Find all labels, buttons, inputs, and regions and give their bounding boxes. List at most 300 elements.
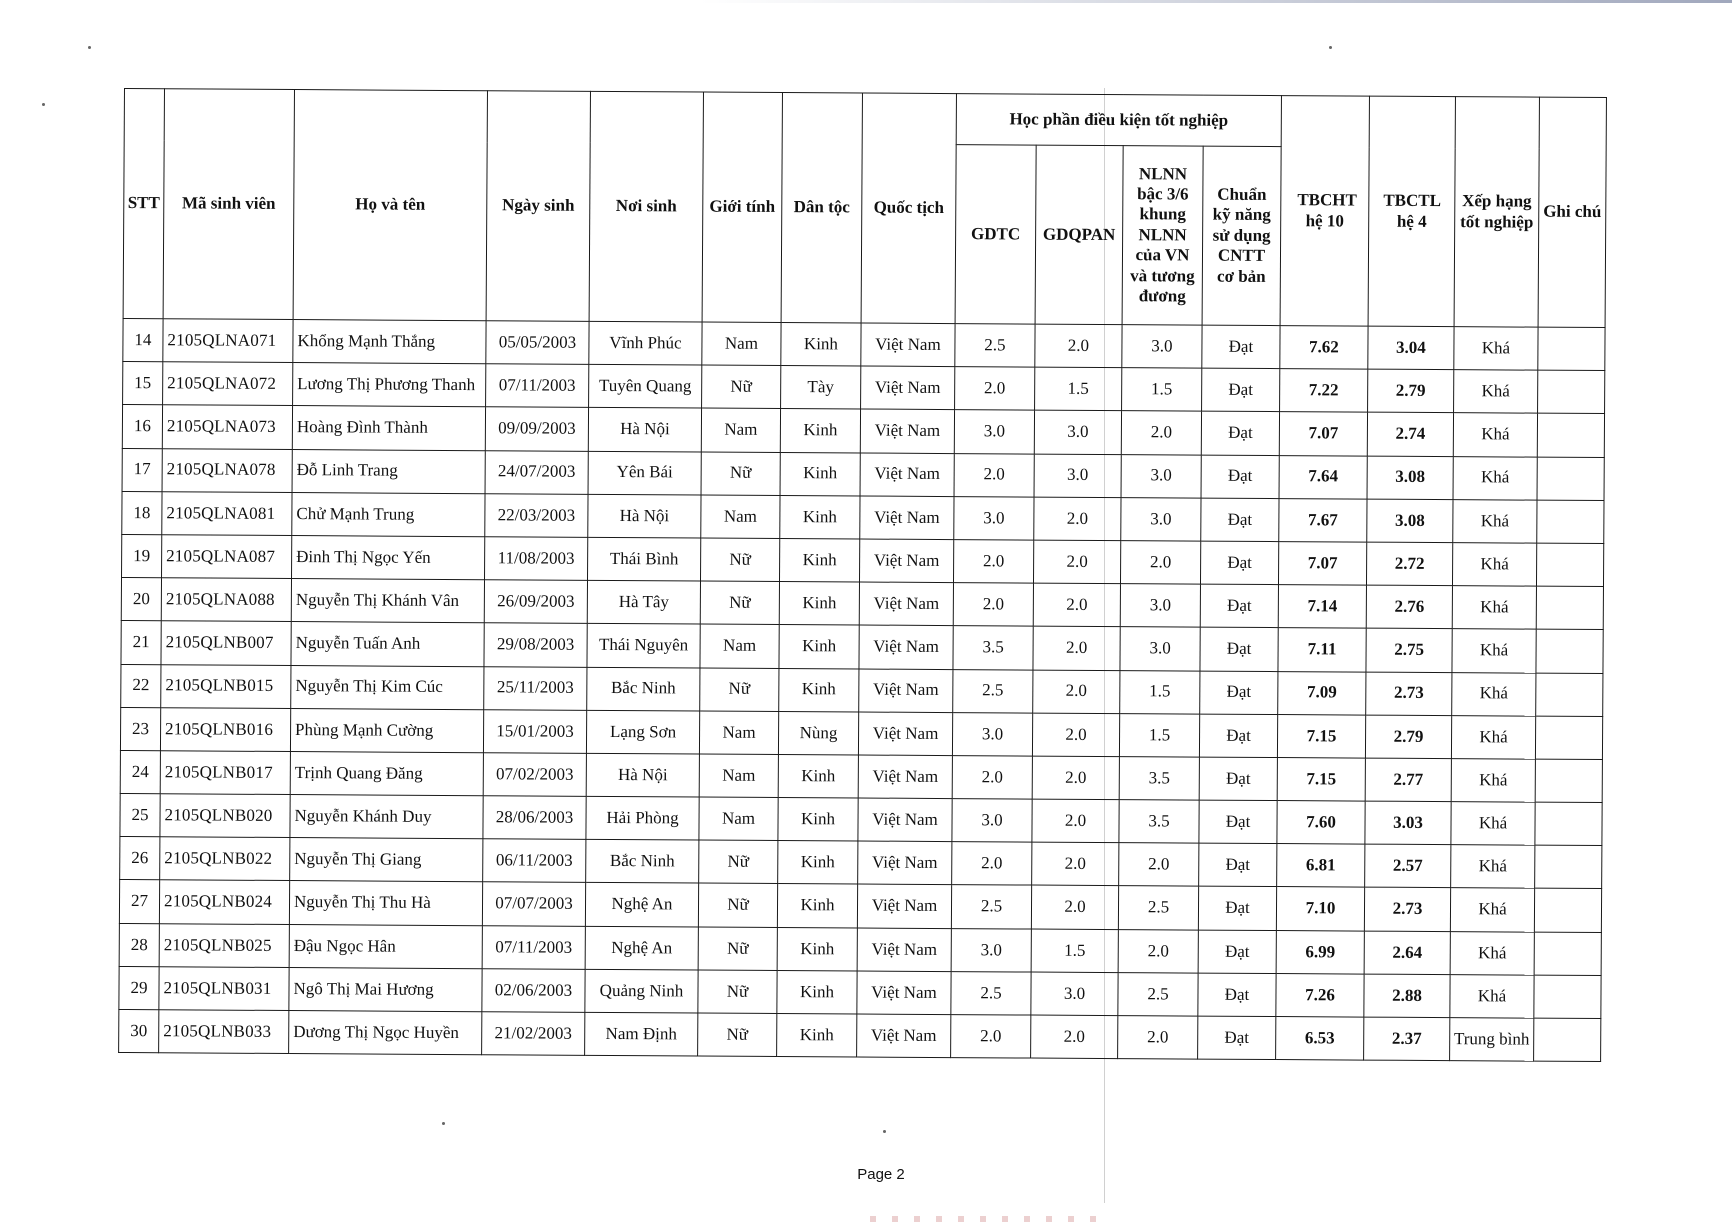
cell-full-name: Nguyễn Thị Thu Hà: [289, 881, 482, 925]
cell-note: [1538, 327, 1605, 371]
page-number: Page 2: [857, 1166, 905, 1183]
cell-ethnicity: Kinh: [779, 625, 859, 669]
cell-nlnn: 1.5: [1122, 368, 1202, 412]
cell-full-name: Nguyễn Thị Kim Cúc: [291, 665, 484, 709]
cell-full-name: Nguyễn Thị Giang: [290, 838, 483, 882]
cell-gpa10: 7.26: [1276, 973, 1364, 1017]
cell-birth-place: Quảng Ninh: [585, 969, 698, 1013]
cell-gpa10: 7.07: [1279, 542, 1367, 586]
cell-it-skill: Đạt: [1201, 498, 1279, 542]
cell-student-id: 2105QLNA071: [163, 319, 293, 363]
cell-full-name: Đậu Ngọc Hân: [289, 924, 482, 968]
table-row: [119, 1009, 1601, 1061]
cell-ethnicity: Kinh: [778, 798, 858, 842]
cell-full-name: Dương Thị Ngọc Huyền: [289, 1011, 482, 1055]
cell-stt: 22: [121, 664, 161, 707]
cell-nlnn: 3.5: [1119, 756, 1199, 800]
cell-gdtc: 2.0: [955, 367, 1035, 411]
cell-stt: 23: [120, 707, 160, 750]
cell-gpa4: 3.03: [1365, 801, 1451, 845]
cell-it-skill: Đạt: [1199, 800, 1277, 844]
cell-nlnn: 2.0: [1120, 541, 1200, 585]
cell-student-id: 2105QLNA088: [161, 578, 291, 622]
cell-birth-date: 24/07/2003: [485, 450, 588, 494]
cell-student-id: 2105QLNB024: [159, 880, 289, 924]
cell-gdqpan: 3.0: [1034, 454, 1121, 498]
cell-nationality: Việt Nam: [858, 712, 952, 756]
scan-speck: [88, 46, 91, 49]
cell-stt: 29: [119, 966, 159, 1009]
cell-ethnicity: Kinh: [780, 409, 860, 453]
cell-gpa4: 2.57: [1365, 844, 1451, 888]
cell-note: [1537, 457, 1604, 501]
cell-gdtc: 2.0: [951, 1015, 1031, 1059]
cell-rank: Khá: [1452, 672, 1536, 716]
cell-ethnicity: Tày: [781, 366, 861, 410]
cell-gpa10: 7.10: [1276, 887, 1364, 931]
cell-birth-date: 15/01/2003: [483, 709, 586, 753]
header-birth-place: Nơi sinh: [589, 91, 703, 322]
cell-gpa4: 2.88: [1364, 974, 1450, 1018]
cell-nlnn: 2.0: [1118, 1016, 1198, 1060]
header-full-name: Họ và tên: [293, 90, 487, 321]
cell-full-name: Nguyễn Thị Khánh Vân: [291, 579, 484, 623]
cell-student-id: 2105QLNB025: [159, 923, 289, 967]
cell-stt: 19: [122, 534, 162, 577]
cell-birth-place: Hà Nội: [588, 494, 701, 538]
cell-student-id: 2105QLNA081: [162, 491, 292, 535]
header-gdtc: GDTC: [955, 145, 1036, 324]
cell-student-id: 2105QLNB007: [161, 621, 291, 665]
cell-gpa4: 2.64: [1364, 931, 1450, 975]
cell-ethnicity: Kinh: [779, 668, 859, 712]
cell-note: [1534, 889, 1601, 933]
cell-full-name: Lương Thị Phương Thanh: [293, 363, 486, 407]
cell-gdtc: 2.0: [952, 842, 1032, 886]
cell-gdtc: 3.0: [954, 496, 1034, 540]
cell-rank: Khá: [1452, 629, 1536, 673]
document-sheet: [118, 88, 1606, 1062]
cell-gpa4: 2.79: [1368, 369, 1454, 413]
cell-gpa4: 2.72: [1367, 542, 1453, 586]
cell-gpa10: 7.14: [1278, 585, 1366, 629]
cell-gdtc: 3.0: [952, 712, 1032, 756]
cell-gdqpan: 2.0: [1032, 713, 1119, 757]
cell-it-skill: Đạt: [1198, 973, 1276, 1017]
cell-gdqpan: 2.0: [1033, 540, 1120, 584]
cell-gdqpan: 3.0: [1031, 972, 1118, 1016]
cell-student-id: 2105QLNB033: [159, 1010, 289, 1054]
cell-rank: Khá: [1451, 715, 1535, 759]
cell-gender: Nữ: [698, 927, 777, 971]
cell-gender: Nam: [702, 322, 781, 366]
cell-birth-date: 26/09/2003: [484, 580, 587, 624]
cell-nationality: Việt Nam: [857, 928, 951, 972]
cell-gpa10: 7.64: [1279, 455, 1367, 499]
cell-ethnicity: Kinh: [777, 884, 857, 928]
cell-it-skill: Đạt: [1199, 757, 1277, 801]
cell-student-id: 2105QLNB017: [160, 751, 290, 795]
cell-birth-place: Hải Phòng: [586, 796, 699, 840]
cell-gdtc: 2.0: [953, 583, 1033, 627]
cell-birth-place: Yên Bái: [588, 451, 701, 495]
cell-it-skill: Đạt: [1202, 325, 1280, 369]
cell-ethnicity: Kinh: [778, 841, 858, 885]
cell-gpa10: 7.15: [1277, 714, 1365, 758]
cell-rank: Khá: [1454, 370, 1538, 414]
cell-student-id: 2105QLNB015: [161, 664, 291, 708]
cell-full-name: Ngô Thị Mai Hương: [289, 967, 482, 1011]
cell-gender: Nam: [701, 408, 780, 452]
scan-speck: [883, 1130, 886, 1133]
cell-note: [1537, 414, 1604, 458]
cell-nationality: Việt Nam: [860, 453, 954, 497]
cell-it-skill: Đạt: [1201, 455, 1279, 499]
header-ethnicity: Dân tộc: [781, 93, 862, 323]
cell-rank: Khá: [1450, 931, 1534, 975]
cell-gpa10: 6.99: [1276, 930, 1364, 974]
cell-stt: 26: [120, 837, 160, 880]
cell-gender: Nữ: [700, 668, 779, 712]
cell-stt: 25: [120, 794, 160, 837]
cell-birth-place: Nghệ An: [585, 926, 698, 970]
cell-note: [1534, 975, 1601, 1019]
cell-note: [1535, 845, 1602, 889]
cell-gender: Nữ: [699, 840, 778, 884]
cell-gender: Nữ: [698, 970, 777, 1014]
cell-gdtc: 2.0: [953, 540, 1033, 584]
cell-birth-place: Nam Định: [585, 1012, 698, 1056]
cell-note: [1536, 543, 1603, 587]
cell-rank: Khá: [1451, 802, 1535, 846]
cell-gpa4: 2.76: [1366, 585, 1452, 629]
cell-gdqpan: 2.0: [1032, 842, 1119, 886]
cell-gdqpan: 2.0: [1031, 885, 1118, 929]
cell-rank: Khá: [1452, 586, 1536, 630]
cell-gdqpan: 1.5: [1035, 367, 1122, 411]
cell-rank: Khá: [1454, 327, 1538, 371]
cell-nationality: Việt Nam: [859, 625, 953, 669]
cell-full-name: Nguyễn Khánh Duy: [290, 795, 483, 839]
cell-note: [1534, 932, 1601, 976]
cell-nationality: Việt Nam: [857, 1014, 951, 1058]
cell-gpa4: 2.75: [1366, 628, 1452, 672]
cell-student-id: 2105QLNB020: [160, 794, 290, 838]
cell-stt: 15: [123, 362, 163, 405]
scan-speck: [42, 103, 45, 106]
cell-gdqpan: 3.0: [1034, 410, 1121, 454]
cell-birth-date: 29/08/2003: [484, 623, 587, 667]
cell-gpa4: 3.08: [1367, 499, 1453, 543]
cell-gpa4: 2.73: [1364, 888, 1450, 932]
cell-nlnn: 3.0: [1120, 584, 1200, 628]
cell-gdqpan: 2.0: [1032, 756, 1119, 800]
header-stt: STT: [123, 89, 164, 319]
cell-birth-date: 09/09/2003: [485, 407, 588, 451]
cell-birth-place: Tuyên Quang: [589, 365, 702, 409]
cell-gpa10: 7.62: [1280, 326, 1368, 370]
cell-gdqpan: 2.0: [1034, 497, 1121, 541]
cell-nlnn: 3.0: [1122, 325, 1202, 369]
cell-nlnn: 3.0: [1121, 497, 1201, 541]
cell-gpa10: 7.60: [1277, 801, 1365, 845]
cell-birth-date: 07/07/2003: [482, 882, 585, 926]
cell-gdqpan: 2.0: [1035, 324, 1122, 368]
cell-student-id: 2105QLNA072: [163, 362, 293, 406]
cell-gender: Nam: [700, 624, 779, 668]
cell-ethnicity: Kinh: [781, 323, 861, 367]
cell-gdtc: 3.0: [954, 410, 1034, 454]
cell-stt: 30: [119, 1009, 159, 1052]
cell-birth-place: Thái Bình: [588, 537, 701, 581]
cell-rank: Khá: [1453, 413, 1537, 457]
cell-nlnn: 2.5: [1118, 972, 1198, 1016]
cell-stt: 27: [119, 880, 159, 923]
cell-student-id: 2105QLNA078: [162, 448, 292, 492]
cell-gdtc: 2.5: [953, 669, 1033, 713]
header-note: Ghi chú: [1538, 97, 1606, 327]
cell-nationality: Việt Nam: [859, 582, 953, 626]
cell-stt: 21: [121, 621, 161, 664]
cell-birth-date: 05/05/2003: [486, 321, 589, 365]
cell-gpa10: 7.11: [1278, 628, 1366, 672]
cell-nationality: Việt Nam: [859, 669, 953, 713]
cell-note: [1535, 716, 1602, 760]
cell-it-skill: Đạt: [1202, 368, 1280, 412]
cell-gpa10: 6.81: [1277, 844, 1365, 888]
cell-birth-place: Thái Nguyên: [587, 624, 700, 668]
cell-gpa10: 6.53: [1276, 1017, 1364, 1061]
cell-nationality: Việt Nam: [859, 539, 953, 583]
cell-ethnicity: Kinh: [777, 1014, 857, 1058]
cell-gpa4: 3.08: [1367, 456, 1453, 500]
cell-gdtc: 2.0: [954, 453, 1034, 497]
cell-it-skill: Đạt: [1198, 1016, 1276, 1060]
cell-note: [1535, 802, 1602, 846]
cell-ethnicity: Nùng: [778, 711, 858, 755]
cell-stt: 20: [121, 578, 161, 621]
header-student-id: Mã sinh viên: [163, 89, 294, 320]
cell-nationality: Việt Nam: [860, 496, 954, 540]
cell-it-skill: Đạt: [1200, 541, 1278, 585]
cell-gdqpan: 1.5: [1031, 929, 1118, 973]
cell-full-name: Đinh Thị Ngọc Yến: [292, 535, 485, 579]
cell-note: [1536, 673, 1603, 717]
cell-nationality: Việt Nam: [857, 971, 951, 1015]
cell-nationality: Việt Nam: [858, 755, 952, 799]
cell-gdqpan: 2.0: [1031, 1015, 1118, 1059]
cell-note: [1537, 500, 1604, 544]
cell-gpa10: 7.22: [1280, 369, 1368, 413]
cell-birth-date: 07/11/2003: [482, 925, 585, 969]
cell-nlnn: 3.5: [1119, 800, 1199, 844]
cell-it-skill: Đạt: [1200, 584, 1278, 628]
cell-gdqpan: 2.0: [1033, 670, 1120, 714]
cell-gpa10: 7.67: [1279, 498, 1367, 542]
cell-gender: Nữ: [700, 581, 779, 625]
cell-birth-place: Hà Nội: [588, 408, 701, 452]
cell-stt: 18: [122, 491, 162, 534]
cell-birth-place: Lạng Sơn: [586, 710, 699, 754]
cell-gdtc: 3.0: [952, 799, 1032, 843]
cell-nlnn: 2.0: [1121, 411, 1201, 455]
cell-ethnicity: Kinh: [780, 452, 860, 496]
cell-birth-date: 02/06/2003: [482, 969, 585, 1013]
cell-birth-date: 07/02/2003: [483, 753, 586, 797]
cell-gdqpan: 2.0: [1033, 626, 1120, 670]
cell-gender: Nữ: [701, 452, 780, 496]
cell-gender: Nam: [699, 754, 778, 798]
cell-stt: 28: [119, 923, 159, 966]
cell-birth-date: 07/11/2003: [486, 364, 589, 408]
cell-gpa4: 2.73: [1366, 672, 1452, 716]
header-nlnn: NLNN bậc 3/6 khung NLNN của VN và tương đương: [1122, 146, 1203, 325]
header-gender: Giới tính: [702, 92, 782, 322]
cell-stt: 14: [123, 318, 163, 361]
cell-full-name: Trịnh Quang Đăng: [290, 751, 483, 795]
cell-rank: Khá: [1453, 456, 1537, 500]
scan-speck: [1329, 46, 1332, 49]
cell-gender: Nữ: [702, 365, 781, 409]
cell-nationality: Việt Nam: [858, 841, 952, 885]
cell-gpa4: 2.79: [1365, 715, 1451, 759]
cell-gender: Nam: [699, 711, 778, 755]
cell-birth-date: 06/11/2003: [483, 839, 586, 883]
cell-nationality: Việt Nam: [857, 884, 951, 928]
cell-gdtc: 3.0: [951, 928, 1031, 972]
cell-rank: Khá: [1451, 758, 1535, 802]
cell-gender: Nữ: [698, 883, 777, 927]
cell-nlnn: 2.0: [1119, 843, 1199, 887]
header-it-skill: Chuẩn kỹ năng sử dụng CNTT cơ bản: [1202, 146, 1281, 325]
cell-gpa10: 7.07: [1279, 412, 1367, 456]
cell-rank: Trung bình: [1450, 1018, 1534, 1062]
cell-gdtc: 2.0: [952, 755, 1032, 799]
cell-ethnicity: Kinh: [779, 538, 859, 582]
cell-gpa4: 2.37: [1364, 1017, 1450, 1061]
header-gdqpan: GDQPAN: [1035, 145, 1123, 325]
cell-gpa10: 7.09: [1278, 671, 1366, 715]
cell-birth-place: Vĩnh Phúc: [589, 321, 702, 365]
cell-ethnicity: Kinh: [777, 970, 857, 1014]
cell-rank: Khá: [1453, 499, 1537, 543]
cell-nationality: Việt Nam: [861, 323, 955, 367]
cell-student-id: 2105QLNB022: [160, 837, 290, 881]
cell-gender: Nam: [699, 797, 778, 841]
header-gpa10: TBCHT hệ 10: [1280, 96, 1369, 327]
scan-noise: [870, 1216, 1100, 1222]
scan-edge: [700, 0, 1732, 3]
cell-gdtc: 2.5: [955, 324, 1035, 368]
graduation-results-table: [118, 88, 1607, 1062]
cell-ethnicity: Kinh: [780, 495, 860, 539]
cell-note: [1534, 1018, 1601, 1062]
cell-gpa4: 2.77: [1365, 758, 1451, 802]
cell-gpa4: 2.74: [1367, 412, 1453, 456]
cell-birth-place: Hà Tây: [587, 580, 700, 624]
cell-student-id: 2105QLNB031: [159, 967, 289, 1011]
cell-student-id: 2105QLNB016: [160, 707, 290, 751]
header-graduation-conditions: Học phần điều kiện tốt nghiệp: [956, 94, 1281, 147]
cell-nlnn: 3.0: [1121, 454, 1201, 498]
cell-full-name: Phùng Mạnh Cường: [290, 708, 483, 752]
cell-it-skill: Đạt: [1199, 714, 1277, 758]
cell-student-id: 2105QLNA073: [162, 405, 292, 449]
header-gpa4: TBCTL hệ 4: [1368, 96, 1455, 327]
cell-gdtc: 2.5: [951, 885, 1031, 929]
cell-full-name: Khổng Mạnh Thắng: [293, 320, 486, 364]
cell-gpa4: 3.04: [1368, 326, 1454, 370]
cell-nationality: Việt Nam: [861, 366, 955, 410]
cell-full-name: Chử Mạnh Trung: [292, 492, 485, 536]
scan-speck: [442, 1122, 445, 1125]
cell-nlnn: 2.5: [1118, 886, 1198, 930]
cell-ethnicity: Kinh: [779, 582, 859, 626]
cell-gender: Nữ: [700, 538, 779, 582]
cell-birth-date: 25/11/2003: [484, 666, 587, 710]
table-body: [119, 318, 1605, 1061]
cell-it-skill: Đạt: [1201, 411, 1279, 455]
cell-nlnn: 3.0: [1120, 627, 1200, 671]
cell-birth-date: 28/06/2003: [483, 796, 586, 840]
cell-full-name: Nguyễn Tuấn Anh: [291, 622, 484, 666]
cell-nationality: Việt Nam: [860, 409, 954, 453]
cell-rank: Khá: [1450, 974, 1534, 1018]
cell-nlnn: 2.0: [1118, 929, 1198, 973]
cell-birth-place: Nghệ An: [585, 883, 698, 927]
header-nationality: Quốc tịch: [861, 93, 956, 324]
cell-birth-date: 11/08/2003: [485, 537, 588, 581]
cell-stt: 17: [122, 448, 162, 491]
cell-ethnicity: Kinh: [777, 927, 857, 971]
cell-gdqpan: 2.0: [1032, 799, 1119, 843]
cell-nationality: Việt Nam: [858, 798, 952, 842]
cell-it-skill: Đạt: [1198, 930, 1276, 974]
cell-stt: 24: [120, 750, 160, 793]
cell-note: [1536, 629, 1603, 673]
header-birth-date: Ngày sinh: [486, 91, 590, 322]
cell-nlnn: 1.5: [1120, 670, 1200, 714]
cell-full-name: Hoàng Đình Thành: [292, 406, 485, 450]
cell-full-name: Đỗ Linh Trang: [292, 449, 485, 493]
header-rank: Xếp hạng tốt nghiệp: [1454, 97, 1539, 328]
cell-note: [1535, 759, 1602, 803]
cell-stt: 16: [122, 405, 162, 448]
cell-birth-place: Bắc Ninh: [587, 667, 700, 711]
cell-gender: Nữ: [698, 1013, 777, 1057]
cell-rank: Khá: [1452, 543, 1536, 587]
cell-it-skill: Đạt: [1200, 627, 1278, 671]
cell-ethnicity: Kinh: [778, 754, 858, 798]
cell-gdtc: 2.5: [951, 971, 1031, 1015]
cell-birth-place: Bắc Ninh: [586, 840, 699, 884]
cell-it-skill: Đạt: [1200, 671, 1278, 715]
cell-it-skill: Đạt: [1199, 843, 1277, 887]
cell-birth-date: 21/02/2003: [482, 1012, 585, 1056]
cell-rank: Khá: [1450, 888, 1534, 932]
cell-gdtc: 3.5: [953, 626, 1033, 670]
cell-birth-place: Hà Nội: [586, 753, 699, 797]
cell-rank: Khá: [1451, 845, 1535, 889]
cell-student-id: 2105QLNA087: [162, 535, 292, 579]
cell-nlnn: 1.5: [1119, 713, 1199, 757]
cell-gdqpan: 2.0: [1033, 583, 1120, 627]
cell-note: [1538, 370, 1605, 414]
cell-note: [1536, 586, 1603, 630]
cell-gpa10: 7.15: [1277, 757, 1365, 801]
cell-gender: Nam: [701, 495, 780, 539]
cell-birth-date: 22/03/2003: [485, 493, 588, 537]
